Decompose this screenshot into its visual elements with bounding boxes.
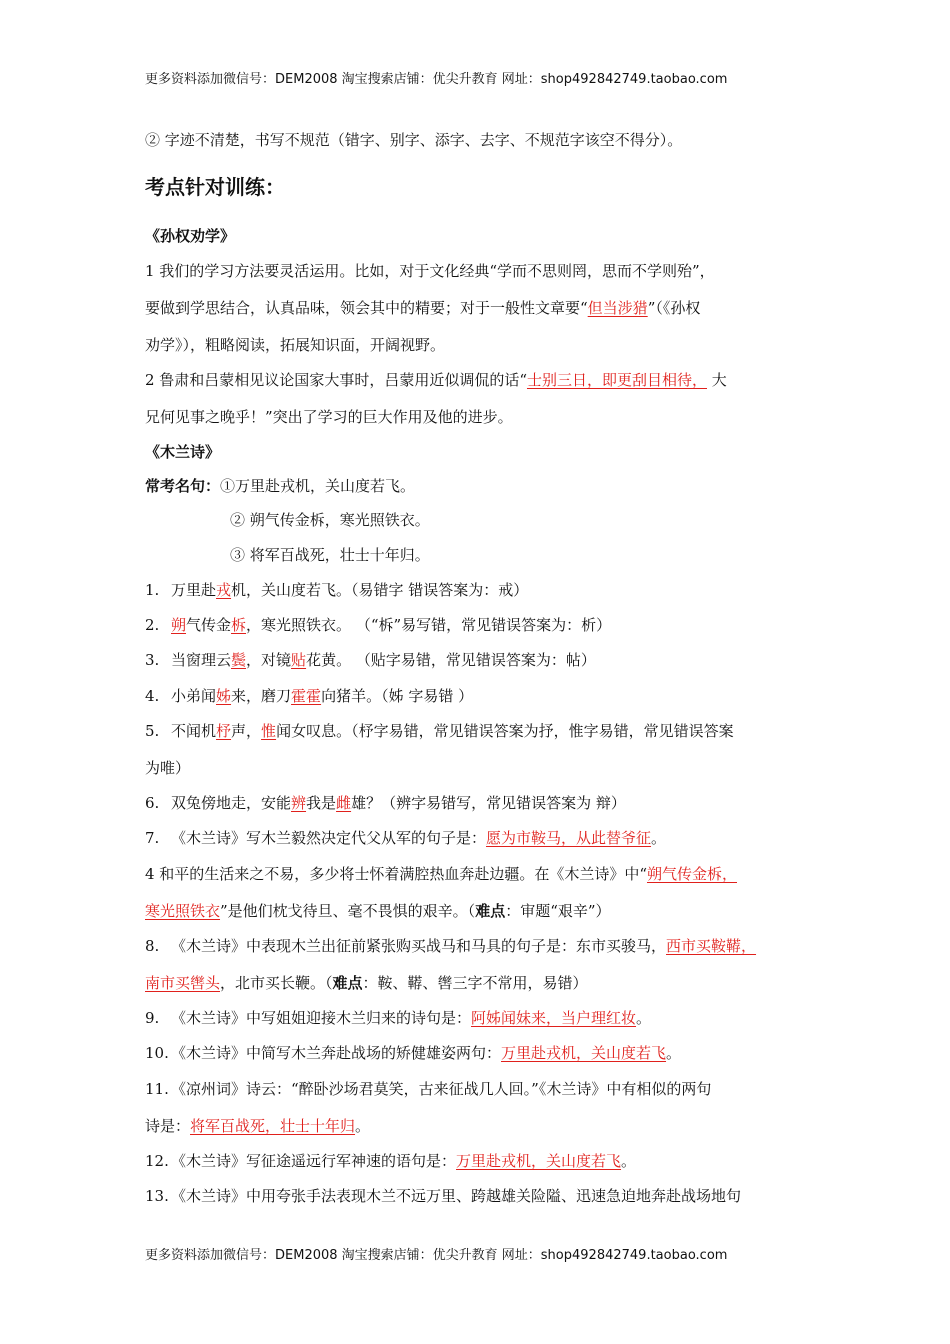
item-8: 8. 《木兰诗》中表现木兰出征前紧张购买战马和马具的句子是：东市买骏马，西市买鞍鞯，	[145, 937, 757, 955]
sunquan-q1-line2: 要做到学思结合，认真品味，领会其中的精要；对于一般性文章要“但当涉猎”（《孙权	[145, 299, 701, 317]
item-11: 11. 《凉州词》诗云：“醉卧沙场君莫笑，古来征战几人回。”《木兰诗》中有相似的两句	[145, 1080, 712, 1098]
item-11-cont: 诗是：将军百战死，壮士十年归。	[145, 1117, 371, 1135]
item-8-cont: 南市买辔头，北市买长鞭。（难点：鞍、鞯、辔三字不常用，易错）	[145, 974, 588, 992]
sunquan-q1-line3: 劝学》），粗略阅读，拓展知识面，开阔视野。	[145, 336, 446, 354]
sunquan-q2-line2: 兄何见事之晚乎！”突出了学习的巨大作用及他的进步。	[145, 408, 513, 426]
answer: 但当涉猎	[587, 299, 648, 317]
item-12: 12. 《木兰诗》写征途遥远行军神速的语句是：万里赴戎机，关山度若飞。	[145, 1152, 637, 1170]
item-1: 1. 万里赴戎机，关山度若飞。（易错字 错误答案为：戒）	[145, 581, 529, 599]
item-5-cont: 为唯）	[145, 759, 191, 777]
answer: 寒光照铁衣	[145, 902, 221, 920]
item-2: 2. 朔气传金柝，寒光照铁衣。 （“柝”易写错，常见错误答案为：析）	[145, 616, 612, 634]
sunquan-q1-line1: 1 我们的学习方法要灵活运用。比如，对于文化经典“学而不思则罔，思而不学则殆”，	[145, 262, 715, 280]
item-10: 10. 《木兰诗》中简写木兰奔赴战场的矫健雄姿两句：万里赴戎机，关山度若飞。	[145, 1044, 682, 1062]
sunquan-q2-line1: 2 鲁肃和吕蒙相见议论国家大事时，吕蒙用近似调侃的话“士别三日，即更刮目相待， 大	[145, 371, 727, 389]
item-7: 7. 《木兰诗》写木兰毅然决定代父从军的句子是：愿为市鞍马，从此替爷征。	[145, 829, 667, 847]
item-6: 6. 双兔傍地走，安能辨我是雌雄？（辨字易错写，常见错误答案为 辩）	[145, 794, 626, 812]
item-5: 5. 不闻机杼声，惟闻女叹息。（杼字易错，常见错误答案为抒，惟字易错，常见错误答案	[145, 722, 734, 740]
answer: 士别三日，即更刮目相待，	[526, 371, 707, 389]
item-4: 4. 小弟闻姊来，磨刀霍霍向猪羊。（姊 字易错 ）	[145, 687, 474, 705]
item-9: 9. 《木兰诗》中写姐姐迎接木兰归来的诗句是：阿姊闻妹来，当户理红妆。	[145, 1009, 652, 1027]
section-title: 考点针对训练：	[145, 175, 285, 199]
sunquan-title: 《孙权劝学》	[145, 227, 236, 245]
q4-line1: 4 和平的生活来之不易，多少将士怀着满腔热血奔赴边疆。在《木兰诗》中“朔气传金柝，	[145, 865, 737, 883]
page-footer: 更多资料添加微信号：DEM2008 淘宝搜索店铺：优尖升教育 网址：shop492842749.taobao.com	[145, 1248, 728, 1263]
famous-line-1: 常考名句：①万里赴戎机，关山度若飞。	[145, 477, 416, 495]
item-3: 3. 当窗理云鬓，对镜贴花黄。 （贴字易错，常见错误答案为：帖）	[145, 651, 596, 669]
famous-line-3: ③ 将军百战死，壮士十年归。	[230, 546, 430, 564]
mulan-title: 《木兰诗》	[145, 443, 221, 461]
answer: 朔气传金柝，	[646, 865, 737, 883]
item-13: 13. 《木兰诗》中用夸张手法表现木兰不远万里、跨越雄关险隘、迅速急迫地奔赴战场地句	[145, 1187, 742, 1205]
intro-line: ② 字迹不清楚，书写不规范（错字、别字、添字、去字、不规范字该空不得分）。	[145, 131, 683, 149]
q4-line2: 寒光照铁衣”是他们枕戈待旦、毫不畏惧的艰辛。（难点：审题“艰辛”）	[145, 902, 611, 920]
famous-label: 常考名句：	[145, 477, 221, 495]
famous-line-2: ② 朔气传金柝，寒光照铁衣。	[230, 511, 430, 529]
page-header: 更多资料添加微信号：DEM2008 淘宝搜索店铺：优尖升教育 网址：shop492842749.taobao.com	[145, 72, 728, 87]
